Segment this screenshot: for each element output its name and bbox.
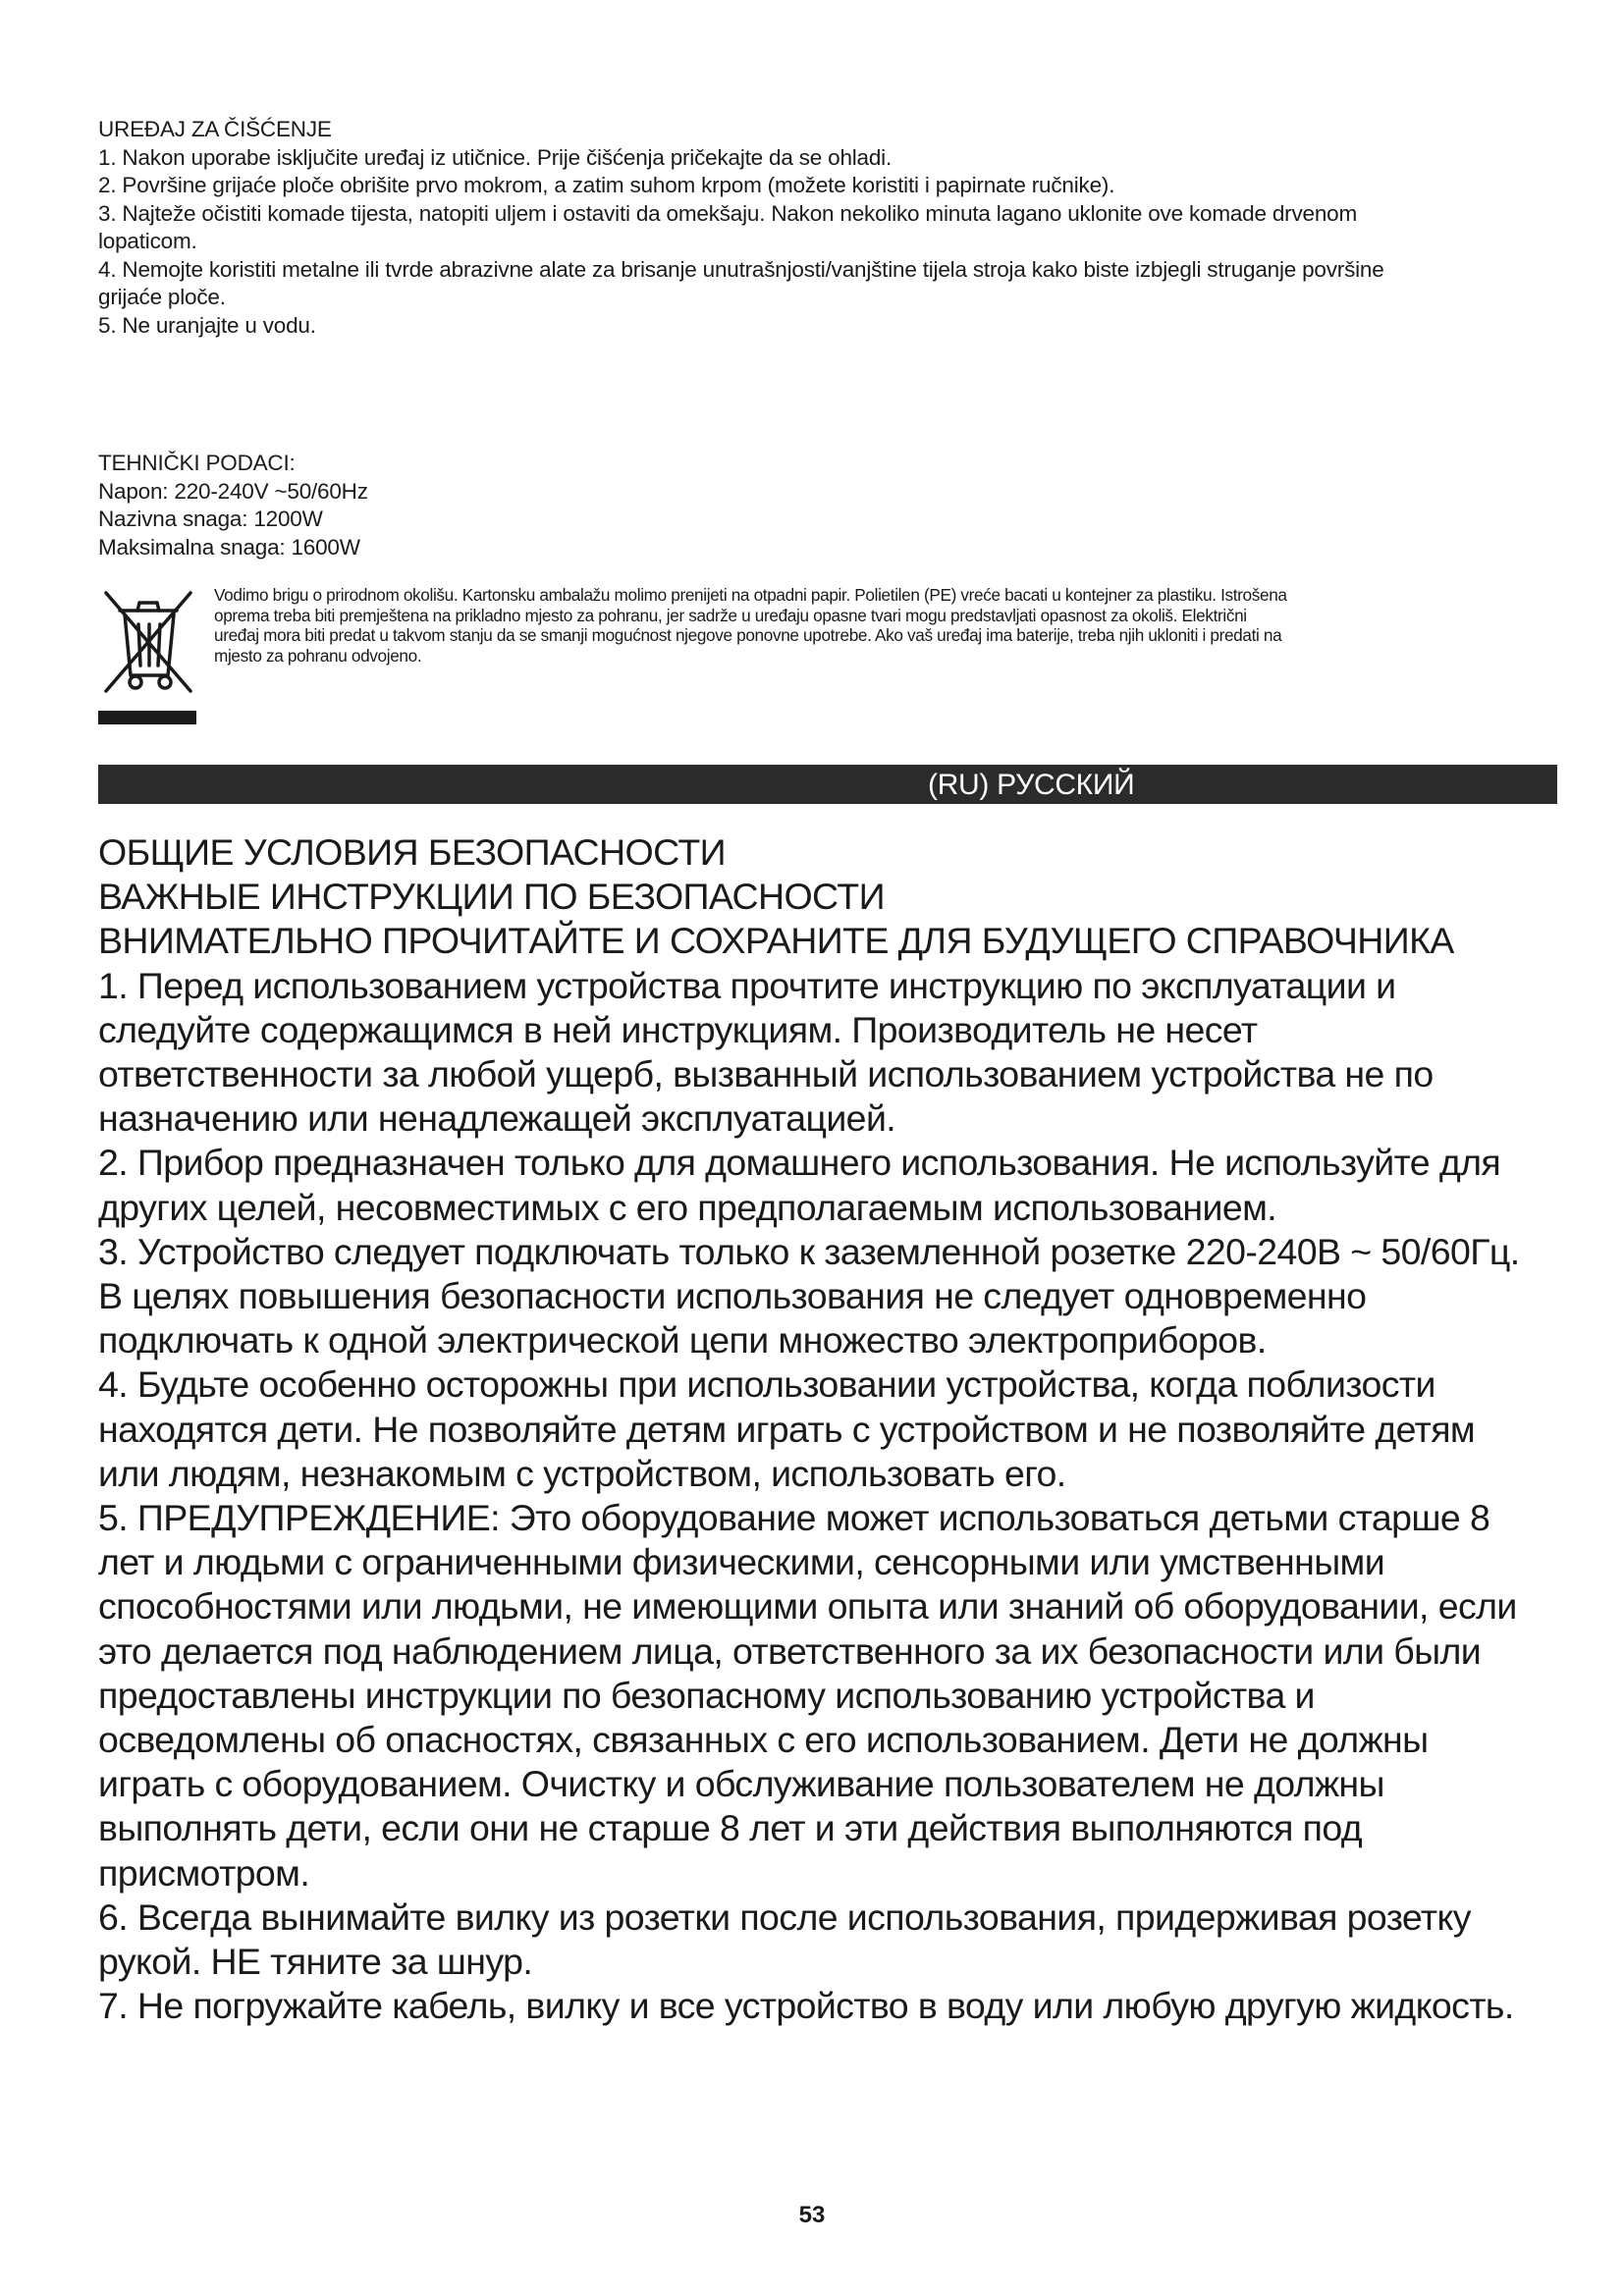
safety-line: присмотром. (98, 1851, 310, 1894)
safety-line: других целей, несовместимых с его предполагаемым использованием. (98, 1186, 1277, 1228)
safety-line: это делается под наблюдением лица, ответственного за их безопасности или были (98, 1629, 1482, 1672)
page-number: 53 (798, 2202, 826, 2228)
weee-line: oprema treba biti premještena na prikladno mjesto za pohranu, jer sadrže u uređaju opasne tvari mogu predstavljati opasnost za okoliš. Električni (214, 605, 1247, 625)
safety-subtitle: ВНИМАТЕЛЬНО ПРОЧИТАЙТЕ И СОХРАНИТЕ ДЛЯ БУДУЩЕГО СПРАВОЧНИКА (98, 920, 1454, 962)
cleaning-line: grijaće ploče. (98, 285, 226, 309)
language-label: (RU) РУССКИЙ (928, 769, 1135, 801)
cleaning-heading: UREĐAJ ZA ČIŠĆENJE (98, 117, 332, 141)
safety-line: или людям, незнакомым с устройством, использовать его. (98, 1452, 1066, 1494)
safety-line: 5. ПРЕДУПРЕЖДЕНИЕ: Это оборудование может использоваться детьми старше 8 (98, 1497, 1490, 1539)
safety-line: ответственности за любой ущерб, вызванный использованием устройства не по (98, 1053, 1434, 1095)
safety-line: назначению или ненадлежащей эксплуатацией. (98, 1097, 896, 1140)
safety-line: 3. Устройство следует подключать только к заземленной розетке 220-240В ~ 50/60Гц. (98, 1230, 1520, 1272)
cleaning-line: 1. Nakon uporabe isključite uređaj iz utičnice. Prije čišćenja pričekajte da se ohladi. (98, 144, 893, 170)
weee-line: uređaj mora biti predat u takvom stanju da se smanji mogućnost njegove ponovne upotrebe. Ako vaš uređaj ima baterije, treba njih ukloniti i predati na (214, 625, 1282, 645)
cleaning-line: 3. Najteže očistiti komade tijesta, natopiti uljem i ostaviti da omekšaju. Nakon nekoliko minuta lagano uklonite ove komade drvenom (98, 200, 1357, 226)
cleaning-line: 4. Nemojte koristiti metalne ili tvrde abrazivne alate za brisanje unutrašnjosti/vanjštine tijela stroja kako biste izbjegli struganje površine (98, 256, 1384, 282)
cleaning-line: 2. Površine grijaće ploče obrišite prvo mokrom, a zatim suhom krpom (možete koristiti i papirnate ručnike). (98, 173, 1115, 197)
cleaning-line: 5. Ne uranjajte u vodu. (98, 312, 316, 338)
safety-line: подключать к одной электрической цепи множество электроприборов. (98, 1319, 1267, 1362)
weee-line: Vodimo brigu o prirodnom okolišu. Kartonsku ambalažu molimo prenijeti na otpadni papir. Polietilen (PE) vreće bacati u kontejner za plastiku. Istrošena (214, 585, 1287, 605)
safety-line: осведомлены об опасностях, связанных с его использованием. Дети не должны (98, 1719, 1429, 1761)
technical-data-section (98, 450, 884, 561)
weee-line: mjesto za pohranu odvojeno. (214, 645, 422, 666)
weee-notice (98, 585, 1571, 727)
max-power-spec: Maksimalna snaga: 1600W (98, 534, 360, 560)
safety-line: следуйте содержащимся в ней инструкциям. Производитель не несет (98, 1008, 1258, 1050)
safety-line: предоставлены инструкции по безопасному использованию устройства и (98, 1674, 1315, 1716)
safety-subtitle: ВАЖНЫЕ ИНСТРУКЦИИ ПО БЕЗОПАСНОСТИ (98, 876, 885, 918)
safety-line: 4. Будьте особенно осторожны при использовании устройства, когда поблизости (98, 1363, 1435, 1406)
safety-line: играть с оборудованием. Очистку и обслуживание пользователем не должны (98, 1763, 1384, 1805)
safety-line: рукой. НЕ тяните за шнур. (98, 1941, 533, 1983)
safety-line: находятся дети. Не позволяйте детям играть с устройством и не позволяйте детям (98, 1408, 1476, 1450)
safety-line: В целях повышения безопасности использования не следует одновременно (98, 1275, 1367, 1317)
rated-power-spec: Nazivna snaga: 1200W (98, 507, 323, 531)
cleaning-line: lopaticom. (98, 229, 197, 253)
weee-text (214, 585, 1624, 666)
safety-line: 6. Всегда вынимайте вилку из розетки после использования, придерживая розетку (98, 1896, 1471, 1938)
safety-line: выполнять дети, если они не старше 8 лет и эти действия выполняются под (98, 1807, 1363, 1849)
russian-safety-section (98, 830, 1571, 2028)
safety-line: способностями или людьми, не имеющими опыта или знаний об оборудовании, если (98, 1585, 1517, 1628)
safety-line: лет и людьми с ограниченными физическими, сенсорными или умственными (98, 1541, 1385, 1583)
safety-line: 7. Не погружайте кабель, вилку и все устройство в воду или любую другую жидкость. (98, 1985, 1514, 2027)
cleaning-section (98, 116, 1571, 340)
voltage-spec: Napon: 220-240V ~50/60Hz (98, 478, 368, 504)
language-section-bar (98, 765, 1557, 804)
safety-title: ОБЩИЕ УСЛОВИЯ БЕЗОПАСНОСТИ (98, 831, 726, 873)
safety-line: 1. Перед использованием устройства прочтите инструкцию по эксплуатации и (98, 964, 1396, 1006)
technical-heading: TEHNIČKI PODACI: (98, 451, 296, 475)
crossed-out-wheelie-bin-icon (98, 585, 196, 727)
safety-line: 2. Прибор предназначен только для домашнего использования. Не используйте для (98, 1142, 1501, 1184)
